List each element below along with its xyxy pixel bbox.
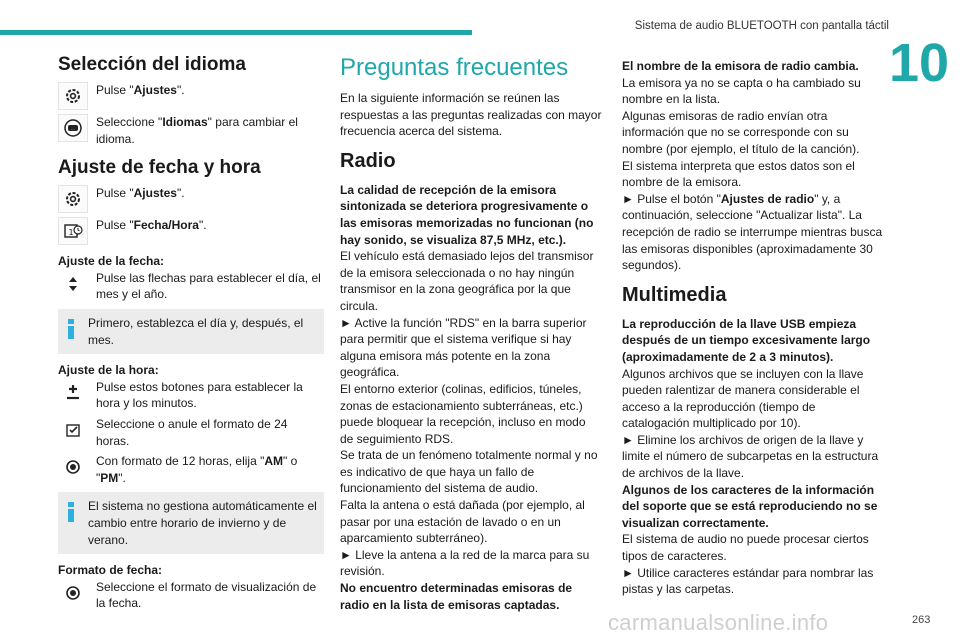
checkbox-icon [58,416,88,444]
info-icon [68,319,74,339]
faq-question: El nombre de la emisora de radio cambia. [622,59,859,73]
faq-question: La reproducción de la llave USB empieza después de un tiempo excesivamente largo (aproximadamente de 2 a 3 minutos). [622,316,871,364]
section-title-date: Ajuste de fecha y hora [58,157,261,179]
settings-icon [58,185,88,213]
faq-answer: El sistema de audio no puede procesar ciertos tipos de caracteres. [622,532,869,564]
step-row: 1 Pulse "Fecha/Hora". [58,217,324,245]
info-note: El sistema no gestiona automáticamente el cambio entre horario de invierno y de verano. [58,492,324,554]
faq-answer: La emisora ya no se capta o ha cambiado su nombre en la lista. [622,75,861,107]
step-row: Seleccione el formato de visualización de la fecha. [58,579,324,612]
up-down-arrows-icon [58,270,88,298]
svg-text:1: 1 [68,228,74,238]
faq-question: No encuentro determinadas emisoras de radio en la lista de emisoras captadas. [340,581,573,612]
faq-question: La calidad de recepción de la emisora sintonizada se deteriora progresivamente o las emisoras memorizadas no funcionan (no hay sonido, se visualiza 87,5 MHz, etc.). [340,182,594,247]
section-title-multimedia: Multimedia [622,283,727,306]
info-note: Primero, establezca el día y, después, el mes. [58,309,324,354]
subheading-formato: Formato de fecha: [58,563,163,578]
subheading-fecha: Ajuste de la fecha: [58,254,165,269]
section-title-radio: Radio [340,149,396,172]
step-row: Pulse las flechas para establecer el día, el mes y el año. [58,270,324,303]
page-number: 263 [912,614,931,626]
faq-answer: Algunas emisoras de radio envían otra información que no se corresponde con su nombre (por ejemplo, el título de la canción). [622,108,860,156]
faq-answer: ► Utilice caracteres estándar para nombrar las pistas y las carpetas. [622,565,874,597]
faq-answer: ► Active la función "RDS" en la barra superior para permitir que el sistema verifique si hay alguna emisora más potente en la zona geográfica. [340,315,587,380]
info-icon [68,502,74,522]
ajustes-label: Ajustes [133,83,177,97]
faq-question: Algunos de los caracteres de la información del soporte que se está reproduciendo no se visualizan correctamente. [622,482,878,530]
step-row: Pulse "Ajustes". [58,82,324,110]
step-row: Pulse "Ajustes". [58,185,324,213]
faq-answer: Falta la antena o está dañada (por ejemplo, al pasar por una estación de lavado o en un aparcamiento subterráneo). [340,498,585,546]
radio-button-icon [58,579,88,607]
step-row: ... Seleccione "Idiomas" para cambiar el idioma. [58,114,324,147]
header-accent-bar [0,30,472,35]
plus-minus-icon [58,379,88,407]
running-title: Sistema de audio BLUETOOTH con pantalla táctil [634,20,889,32]
idiomas-label: Idiomas [162,115,208,129]
column-middle [340,54,602,613]
step-row: Pulse estos botones para establecer la hora y los minutos. [58,379,324,412]
step-row: Con formato de 12 horas, elija "AM" o "PM". [58,453,324,486]
section-title-faq: Preguntas frecuentes [340,54,569,81]
language-icon [58,114,88,142]
faq-answer: El entorno exterior (colinas, edificios, túneles, zonas de estacionamiento subterráneas, etc.) puede bloquear la recepción, incluso en modo de seguimiento RDS. [340,381,586,446]
step-row: Seleccione o anule el formato de 24 horas. [58,416,324,449]
faq-answer: ► Lleve la antena a la red de la marca para su revisión. [340,547,590,579]
column-left [58,54,324,616]
faq-intro: En la siguiente información se reúnen las respuestas a las preguntas realizadas con mayor frecuencia acerca del sistema. [340,91,602,139]
subheading-hora: Ajuste de la hora: [58,363,159,378]
faq-answer: El sistema interpreta que estos datos son el nombre de la emisora. [622,158,855,190]
chapter-number: 10 [888,33,950,93]
section-title-language: Selección del idioma [58,54,246,75]
calendar-clock-icon [58,217,88,245]
faq-answer: Se trata de un fenómeno totalmente normal y no es indicativo de que haya un fallo de funcionamiento del sistema de audio. [340,448,598,496]
faq-answer: El vehículo está demasiado lejos del transmisor de la emisora seleccionada o no hay ningún transmisor en la zona geográfica por la que circula. [340,249,594,313]
svg-text:...: ... [71,126,75,131]
faq-answer: ► Elimine los archivos de origen de la llave y limite el número de subcarpetas en la estructura de archivos de la llave. [622,432,879,481]
faq-answer: Algunos archivos que se incluyen con la llave pueden ralentizar de manera considerable el acceso a la reproducción (tiempo de catalogación multiplicado por 10). [622,366,864,431]
radio-button-icon [58,453,88,481]
watermark: carmanualsonline.info [608,610,829,635]
column-right [622,58,884,598]
settings-icon [58,82,88,110]
faq-answer: ► Pulse el botón "Ajustes de radio" y, a continuación, seleccione "Actualizar lista". La recepción de radio se interrumpe mientras busca las emisoras disponibles (aproximadamente 30 segundos). [622,191,883,273]
